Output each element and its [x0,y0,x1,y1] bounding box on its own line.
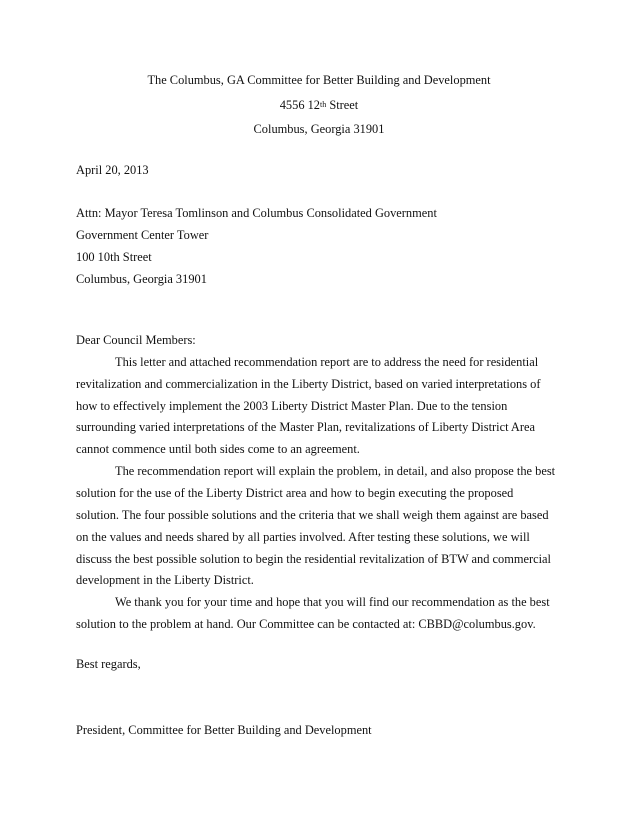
recipient-building: Government Center Tower [76,228,209,242]
salutation: Dear Council Members: [76,333,196,347]
body-line: surrounding varied interpretations of the Master Plan, revitalizations of Liberty District Area [76,420,536,434]
recipient-city: Columbus, Georgia 31901 [76,272,207,286]
body-line: solution for the use of the Liberty District area and how to begin executing the proposed [76,486,514,500]
letter-date: April 20, 2013 [76,163,149,177]
body-line: discuss the best possible solution to begin the residential revitalization of BTW and commercial [76,552,551,566]
street-number: 4556 12 [279,98,321,112]
letterhead-organization: The Columbus, GA Committee for Better Building and Development [147,73,491,87]
letterhead-street [0,98,638,113]
body-line: solution to the problem at hand. Our Committee can be contacted at: CBBD@columbus.gov. [76,617,536,631]
signature-title: President, Committee for Better Building and Development [76,723,372,737]
body-line: cannot commence until both sides come to an agreement. [76,442,360,456]
closing: Best regards, [76,657,141,671]
body-line: on the values and needs shared by all parties involved. After testing these solutions, we will [76,530,530,544]
body-line: development in the Liberty District. [76,573,254,587]
recipient-attn: Attn: Mayor Teresa Tomlinson and Columbus Consolidated Government [76,206,437,220]
street-ordinal: th [320,100,327,109]
body-line: This letter and attached recommendation report are to address the need for residential [115,355,539,369]
recipient-street: 100 10th Street [76,250,152,264]
body-line: revitalization and commercialization in the Liberty District, based on varied interpretations of [76,377,541,391]
street-name: Street [326,98,359,112]
letterhead-city: Columbus, Georgia 31901 [253,122,385,136]
body-line: how to effectively implement the 2003 Liberty District Master Plan. Due to the tension [76,399,508,413]
body-line: The recommendation report will explain the problem, in detail, and also propose the best [115,464,556,478]
body-line: We thank you for your time and hope that you will find our recommendation as the best [115,595,550,609]
body-line: solution. The four possible solutions and the criteria that we shall weigh them against are based [76,508,549,522]
